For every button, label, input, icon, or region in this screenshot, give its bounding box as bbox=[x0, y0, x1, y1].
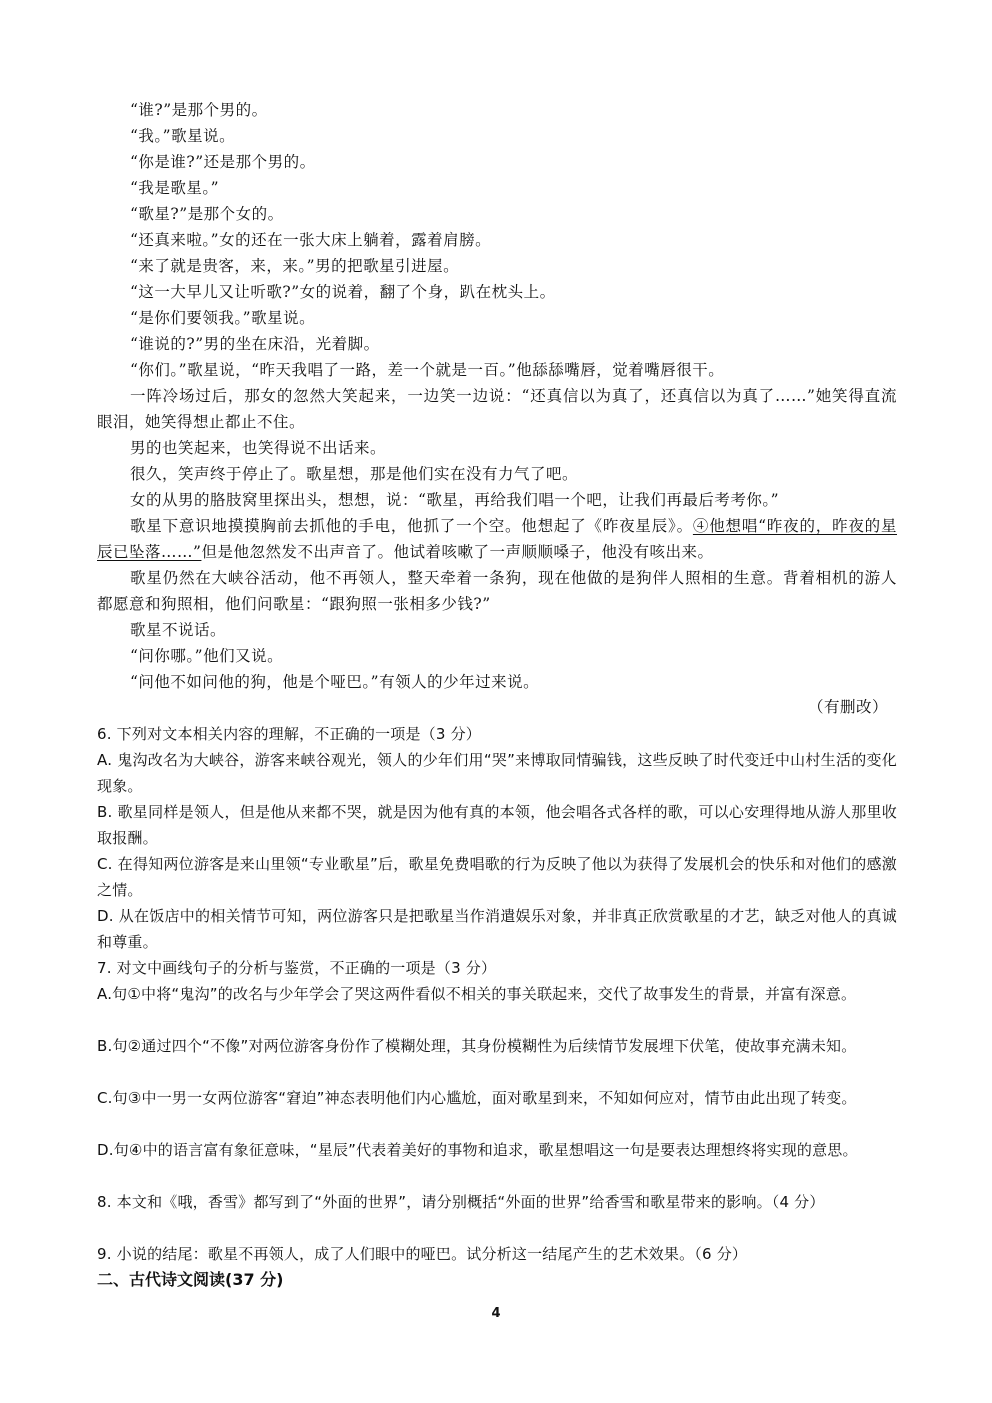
story-text: 歌星下意识地摸摸胸前去抓他的手电，他抓了一个空。他想起了《昨夜星辰》。 bbox=[130, 517, 693, 535]
story-text: 但是他忽然发不出声音了。他试着咳嗽了一声顺顺嗓子，他没有咳出来。 bbox=[201, 543, 714, 561]
question-7-option-b: B.句②通过四个“不像”对两位游客身份作了模糊处理，其身份模糊性为后续情节发展埋下伏笔，使故事充满未知。 bbox=[97, 1037, 857, 1055]
story-paragraph: “问他不如问他的狗，他是个哑巴。”有领人的少年过来说。 bbox=[130, 673, 540, 691]
story-paragraph: 男的也笑起来，也笑得说不出话来。 bbox=[130, 439, 387, 457]
story-paragraph bbox=[97, 513, 897, 565]
dialogue-line: “我是歌星。” bbox=[130, 179, 220, 197]
story-paragraph: 很久，笑声终于停止了。歌星想，那是他们实在没有力气了吧。 bbox=[130, 465, 579, 483]
dialogue-line: “这一大早儿又让听歌?”女的说着，翻了个身，趴在枕头上。 bbox=[130, 283, 556, 301]
question-6-option-a: A. 鬼沟改名为大峡谷，游客来峡谷观光，领人的少年们用“哭”来博取同情骗钱，这些反映了时代变迁中山村生活的变化现象。 bbox=[97, 751, 897, 795]
dialogue-line: “是你们要领我。”歌星说。 bbox=[130, 309, 316, 327]
section-heading: 二、古代诗文阅读(37 分) bbox=[97, 1270, 284, 1289]
question-8: 8. 本文和《哦，香雪》都写到了“外面的世界”，请分别概括“外面的世界”给香雪和歌星带来的影响。（4 分） bbox=[97, 1193, 825, 1211]
dialogue-line: “谁说的?”男的坐在床沿，光着脚。 bbox=[130, 335, 380, 353]
question-7-stem: 7. 对文中画线句子的分析与鉴赏，不正确的一项是（3 分） bbox=[97, 959, 497, 977]
dialogue-line: “来了就是贵客，来，来。”男的把歌星引进屋。 bbox=[130, 257, 460, 275]
source-note: （有删改） bbox=[807, 698, 888, 716]
question-7-option-c: C.句③中一男一女两位游客“窘迫”神态表明他们内心尴尬，面对歌星到来，不知如何应对，情节由此出现了转变。 bbox=[97, 1089, 857, 1107]
dialogue-line: “还真来啦。”女的还在一张大床上躺着，露着肩膀。 bbox=[130, 231, 492, 249]
dialogue-line: “你是谁?”还是那个男的。 bbox=[130, 153, 316, 171]
story-paragraph: 女的从男的胳肢窝里探出头，想想，说：“歌星，再给我们唱一个吧，让我们再最后考考你。” bbox=[130, 491, 780, 509]
question-9: 9. 小说的结尾：歌星不再领人，成了人们眼中的哑巴。试分析这一结尾产生的艺术效果。（6 分） bbox=[97, 1245, 748, 1263]
page-number: 4 bbox=[491, 1306, 501, 1321]
underlined-sentence-4: ④他想唱“昨夜的，昨夜的星辰已坠落……” bbox=[97, 517, 897, 561]
story-paragraph: “问你哪。”他们又说。 bbox=[130, 647, 284, 665]
dialogue-line: “你们。”歌星说，“昨天我唱了一路，差一个就是一百。”他舔舔嘴唇，觉着嘴唇很干。 bbox=[130, 361, 725, 379]
dialogue-line: “歌星?”是那个女的。 bbox=[130, 205, 284, 223]
question-6-option-b: B. 歌星同样是领人，但是他从来都不哭，就是因为他有真的本领，他会唱各式各样的歌，可以心安理得地从游人那里收取报酬。 bbox=[97, 803, 897, 847]
story-paragraph: 歌星不说话。 bbox=[130, 621, 227, 639]
question-6-option-d: D. 从在饭店中的相关情节可知，两位游客只是把歌星当作消遣娱乐对象，并非真正欣赏歌星的才艺，缺乏对他人的真诚和尊重。 bbox=[97, 907, 897, 951]
question-7-option-a: A.句①中将“鬼沟”的改名与少年学会了哭这两件看似不相关的事关联起来，交代了故事发生的背景，并富有深意。 bbox=[97, 985, 857, 1003]
dialogue-line: “谁?”是那个男的。 bbox=[130, 101, 268, 119]
question-7-option-d: D.句④中的语言富有象征意味，“星辰”代表着美好的事物和追求，歌星想唱这一句是要表达理想终将实现的意思。 bbox=[97, 1141, 858, 1159]
question-6-stem: 6. 下列对文本相关内容的理解，不正确的一项是（3 分） bbox=[97, 725, 481, 743]
question-6-option-c: C. 在得知两位游客是来山里领“专业歌星”后，歌星免费唱歌的行为反映了他以为获得了发展机会的快乐和对他们的感激之情。 bbox=[97, 855, 897, 899]
story-paragraph: 歌星仍然在大峡谷活动，他不再领人，整天牵着一条狗，现在他做的是狗伴人照相的生意。背着相机的游人都愿意和狗照相，他们问歌星：“跟狗照一张相多少钱?” bbox=[97, 569, 897, 613]
dialogue-line: “我。”歌星说。 bbox=[130, 127, 236, 145]
story-paragraph: 一阵冷场过后，那女的忽然大笑起来，一边笑一边说：“还真信以为真了，还真信以为真了……”她笑得直流眼泪，她笑得想止都止不住。 bbox=[97, 387, 897, 431]
